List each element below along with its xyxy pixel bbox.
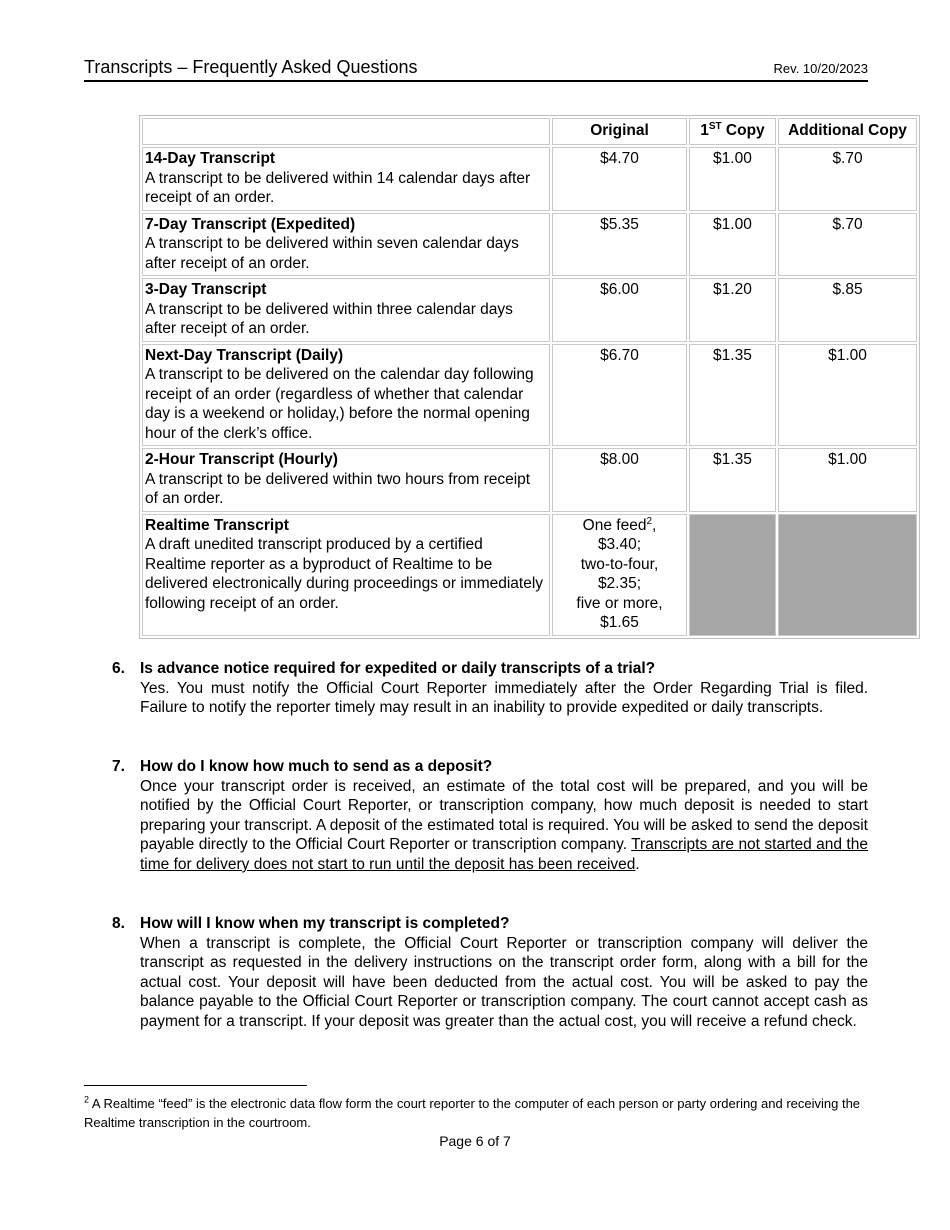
footnote-marker: 2 [646,515,653,527]
header-title: Transcripts – Frequently Asked Questions [84,57,418,77]
row-description: A transcript to be delivered within seven calendar days after receipt of an order. [145,235,519,272]
header-revision: Rev. 10/20/2023 [773,61,868,76]
col-header-first-copy: 1ST Copy [689,118,776,145]
faq-answer-underlined: Transcripts are not started and the time for delivery does not start to run until the deposit has been received [140,836,868,873]
page-header [84,56,868,82]
original-price: $4.70 [552,147,687,211]
first-copy-price: $1.20 [689,278,776,342]
faq-item-7 [84,757,868,875]
row-description: A transcript to be delivered on the calendar day following receipt of an order (regardless of whether that calendar day is a weekend or holiday,) before the normal opening hour of the clerk’s office. [145,366,534,442]
faq-item-6 [84,659,868,718]
faq-item-8 [84,914,868,1032]
table-row-realtime [142,514,917,636]
row-description: A transcript to be delivered within three calendar days after receipt of an order. [145,300,513,337]
faq-number: 6. [112,660,125,677]
original-price: $6.00 [552,278,687,342]
table-row [142,448,917,512]
row-description-cell [142,278,550,342]
original-price: $8.00 [552,448,687,512]
first-copy-price: $1.35 [689,344,776,447]
original-price: $5.35 [552,213,687,277]
table-row [142,344,917,447]
transcript-fee-table [139,115,920,639]
additional-copy-price: $1.00 [778,344,917,447]
first-copy-price: $1.35 [689,448,776,512]
footnote-divider [84,1085,307,1086]
row-title: 14-Day Transcript [145,150,276,167]
row-title: Realtime Transcript [145,516,289,534]
col-header-original: Original [552,118,687,145]
row-title: 2-Hour Transcript (Hourly) [145,451,338,468]
additional-copy-price: $1.00 [778,448,917,512]
original-price: $6.70 [552,344,687,447]
row-description: A transcript to be delivered within two hours from receipt of an order. [145,470,531,507]
table-row [142,278,917,342]
additional-copy-price: $.70 [778,213,917,277]
footnote-marker: 2 [84,1094,90,1105]
faq-number: 8. [112,915,125,932]
table-row [142,147,917,211]
faq-question: How do I know how much to send as a deposit? [140,758,493,775]
additional-copy-price: $.70 [778,147,917,211]
row-description-cell [142,147,550,211]
shaded-cell [689,514,776,636]
first-copy-price: $1.00 [689,147,776,211]
faq-question: Is advance notice required for expedited or daily transcripts of a trial? [140,660,656,677]
row-description: A draft unedited transcript produced by a certified Realtime reporter as a byproduct of Realtime to be delivered electronically during proceedings or immediately following receipt of an order. [145,536,544,612]
faq-answer: Yes. You must notify the Official Court Reporter immediately after the Order Regarding Trial is filed. Failure to notify the reporter timely may result in an inability to provide expedited or daily transcripts. [140,679,868,717]
row-description: A transcript to be delivered within 14 calendar days after receipt of an order. [145,169,531,206]
faq-answer: Once your transcript order is received, an estimate of the total cost will be prepared, and you will be notified by the Official Court Reporter, or transcription company, how much deposit is needed to start preparing your transcript. A deposit of the estimated total is required. You will be asked to send the deposit payable directly to the Official Court Reporter or transcription company. Transcripts are not started and the time for delivery does not start to run until the deposit has been received. [140,777,868,873]
page-number: Page 6 of 7 [439,1133,511,1149]
row-title: 3-Day Transcript [145,281,267,298]
row-description-cell [142,448,550,512]
row-title: 7-Day Transcript (Expedited) [145,215,356,233]
row-description-cell [142,514,550,636]
footnote-text: A Realtime “feed” is the electronic data flow form the court reporter to the computer of each person or party ordering and receiving the Realtime transcription in the courtroom. [84,1096,861,1130]
row-description-cell [142,344,550,447]
realtime-original-price: One feed$^2$, $3.40; two-to-four, $2.35; five or more, $1.65 [552,514,687,636]
faq-answer: When a transcript is complete, the Official Court Reporter or transcription company will deliver the transcript as requested in the delivery instructions on the transcript order form, along with a bill for the actual cost. Your deposit will have been deducted from the actual cost. You will be asked to pay the balance payable to the Official Court Reporter or transcription company. The court cannot accept cash as payment for a transcript. If your deposit was greater than the actual cost, you will receive a refund check. [140,934,868,1030]
additional-copy-price: $.85 [778,278,917,342]
faq-question: How will I know when my transcript is completed? [140,915,510,932]
header-empty-cell [142,118,550,145]
shaded-cell [778,514,917,636]
row-description-cell [142,213,550,277]
row-title: Next-Day Transcript (Daily) [145,346,344,364]
footnote [84,1094,868,1132]
col-header-additional-copy: Additional Copy [778,118,917,145]
first-copy-price: $1.00 [689,213,776,277]
table-header-row [142,118,917,145]
table-row [142,213,917,277]
faq-number: 7. [112,758,125,775]
